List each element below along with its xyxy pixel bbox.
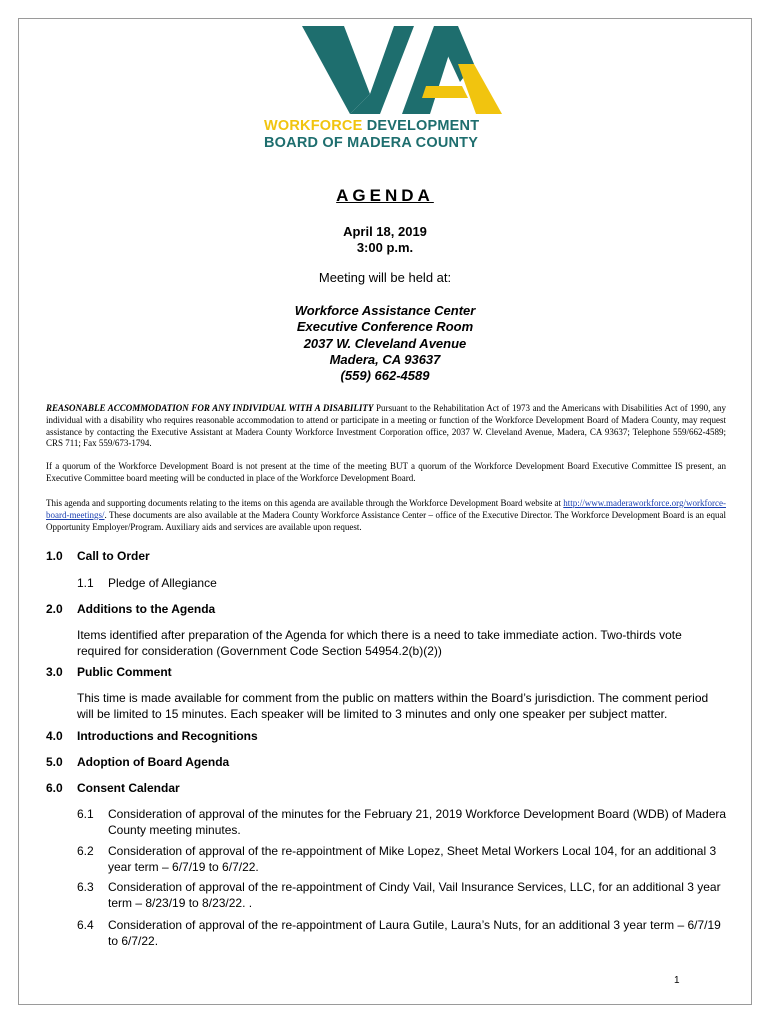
wa-logo-mark-icon xyxy=(262,24,508,116)
section-text: This time is made available for comment from the public on matters within the Board’s jurisdiction. The comment period will be limited to 15 minutes. Each speaker will be limited to 3 minutes and only one speaker per subject matter. xyxy=(77,691,709,721)
item-text: Consideration of approval of the minutes for the February 21, 2019 Workforce Development Board (WDB) of Madera County meeting minutes. xyxy=(108,807,727,837)
section-text: Items identified after preparation of the Agenda for which there is a need to take immediate action. Two-thirds vote required for consideration (Government Code Section 54954.2(b)(2)) xyxy=(77,628,682,658)
item-text: Pledge of Allegiance xyxy=(108,576,217,590)
section-number: 6.0 xyxy=(46,781,63,795)
held-at-label: Meeting will be held at: xyxy=(318,270,452,285)
board-meetings-link[interactable]: http://www.maderaworkforce.org/workforce-board-meetings/ xyxy=(46,498,726,520)
logo-text-line2: BOARD OF MADERA COUNTY xyxy=(264,135,479,151)
page-number: 1 xyxy=(674,975,680,986)
section-number: 3.0 xyxy=(46,665,63,679)
section-title: Public Comment xyxy=(77,665,172,679)
location-line: 2037 W. Cleveland Avenue xyxy=(303,336,467,351)
accommodation-notice: REASONABLE ACCOMMODATION FOR ANY INDIVIDUAL WITH A DISABILITY Pursuant to the Rehabilitation Act of 1973 and the Americans with Disabilities Act of 1990, any individual with a disability who requires reasonable accommodation to attend or participate in a meeting or function of the Workforce Development Board of Madera County, may request assistance by contacting the Executive Assistant at Madera County Workforce Investment Corporation office, 2037 W. Cleveland Avenue, Madera, CA 93637; Telephone 559/662-4589; CRS 711; Fax 559/673-1794. xyxy=(46,403,726,449)
section-title: Additions to the Agenda xyxy=(77,602,216,616)
section-number: 5.0 xyxy=(46,755,63,769)
agenda-title: AGENDA xyxy=(336,186,434,205)
section-number: 1.0 xyxy=(46,549,63,563)
item-text: Consideration of approval of the re-appointment of Laura Gutile, Laura’s Nuts, for an additional 3 year term – 6/7/19 to 6/7/22. xyxy=(108,918,721,948)
section-title: Consent Calendar xyxy=(77,781,180,795)
location-line: Executive Conference Room xyxy=(296,319,474,334)
section-title: Adoption of Board Agenda xyxy=(77,755,230,769)
logo-text-line1: WORKFORCE DEVELOPMENT xyxy=(264,118,480,134)
section-number: 2.0 xyxy=(46,602,63,616)
organization-logo xyxy=(262,24,508,152)
item-number: 6.3 xyxy=(77,880,94,894)
meeting-time: 3:00 p.m. xyxy=(356,240,414,255)
item-text: Consideration of approval of the re-appointment of Cindy Vail, Vail Insurance Services, LLC, for an additional 3 year term – 8/23/19 to 8/23/22. . xyxy=(108,880,721,910)
section-title: Call to Order xyxy=(77,549,150,563)
quorum-notice: If a quorum of the Workforce Development Board is not present at the time of the meeting BUT a quorum of the Workforce Development Board Executive Committee IS present, an Executive Committee board meeting will be conducted in place of the Workforce Development Board. xyxy=(46,461,726,483)
item-number: 6.4 xyxy=(77,918,94,932)
location-line: Madera, CA 93637 xyxy=(329,352,441,367)
documents-notice: This agenda and supporting documents relating to the items on this agenda are available through the Workforce Development Board website at http://www.maderaworkforce.org/workforce-board-meetings/. These documents are also available at the Madera County Workforce Assistance Center – office of the Executive Director. The Workforce Development Board is an equal Opportunity Employer/Program. Auxiliary aids and services are available upon request. xyxy=(46,498,726,532)
section-number: 4.0 xyxy=(46,729,63,743)
location-line: Workforce Assistance Center xyxy=(294,303,476,318)
meeting-date: April 18, 2019 xyxy=(343,224,427,239)
location-line: (559) 662-4589 xyxy=(340,368,430,383)
item-number: 6.2 xyxy=(77,844,94,858)
section-title: Introductions and Recognitions xyxy=(77,729,258,743)
item-number: 1.1 xyxy=(77,576,94,590)
item-text: Consideration of approval of the re-appointment of Mike Lopez, Sheet Metal Workers Local 104, for an additional 3 year term – 6/7/19 to 6/7/22. xyxy=(108,844,717,874)
item-number: 6.1 xyxy=(77,807,94,821)
